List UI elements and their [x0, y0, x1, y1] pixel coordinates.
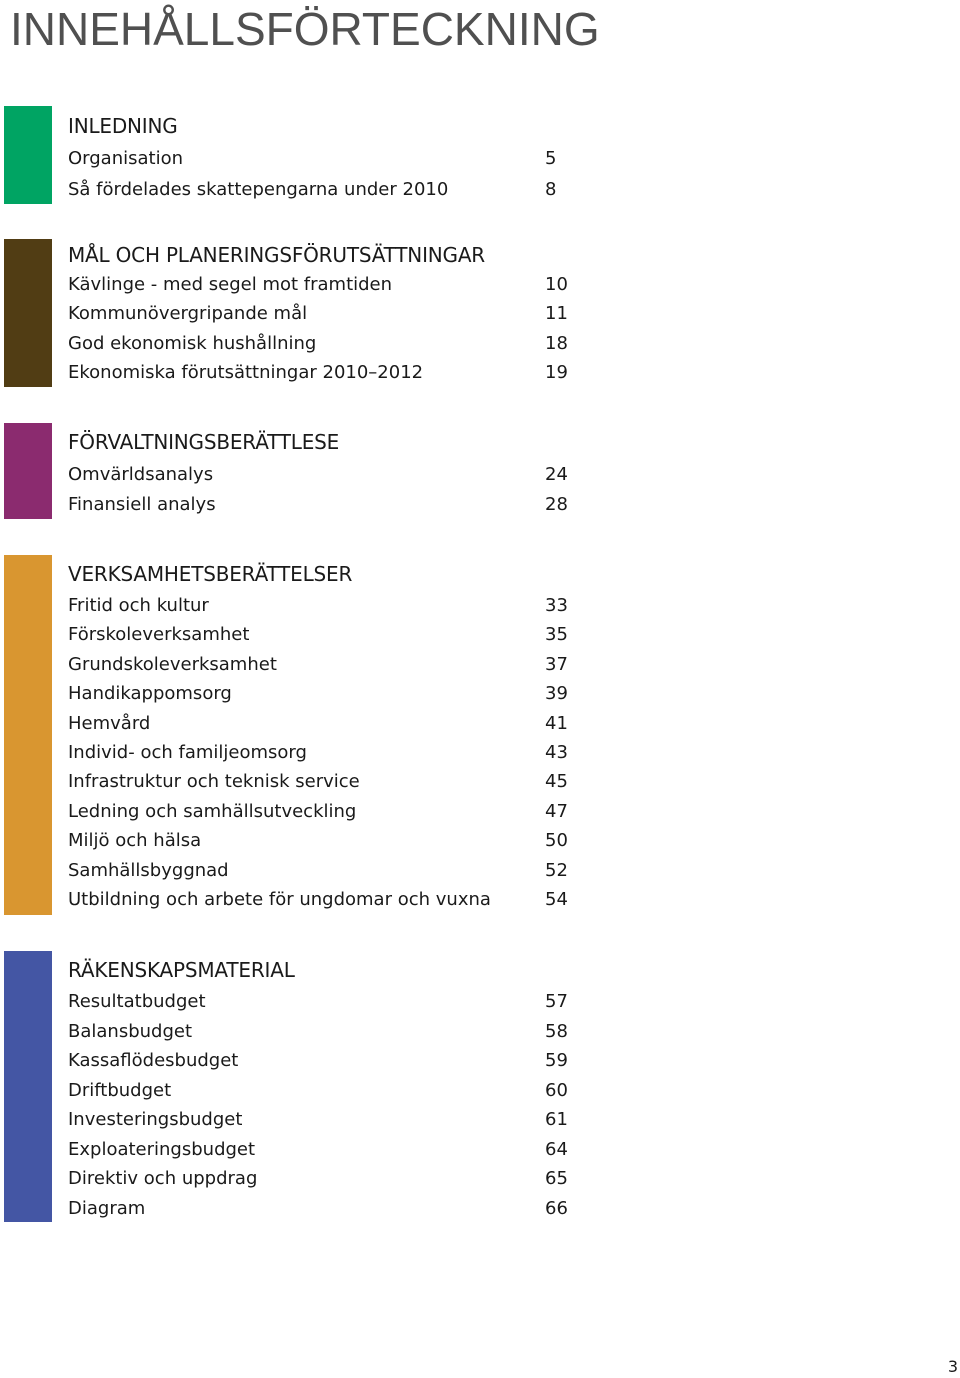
toc-entry[interactable]	[68, 494, 568, 523]
toc-entry-page: 28	[545, 493, 568, 515]
toc-entry[interactable]	[68, 464, 568, 493]
section-color-bar	[4, 423, 52, 519]
toc-entry-label: Hemvård	[68, 712, 151, 734]
toc-entry-page: 47	[545, 800, 568, 822]
toc-entry-label: Kommunövergripande mål	[68, 303, 308, 325]
toc-entry-page: 66	[545, 1197, 568, 1219]
toc-entry-label: God ekonomisk hushållning	[68, 332, 317, 354]
toc-entry-page: 58	[545, 1020, 568, 1042]
toc-entry-page: 24	[545, 464, 568, 485]
toc-entry[interactable]	[68, 595, 568, 624]
page-title: INNEHÅLLSFÖRTECKNING	[10, 3, 600, 55]
toc-entry[interactable]	[68, 362, 568, 391]
section-color-bar	[4, 555, 52, 915]
toc-entry-page: 59	[545, 1050, 568, 1071]
toc-entry-page: 19	[545, 361, 568, 383]
toc-entry[interactable]	[68, 179, 568, 208]
toc-entry-page: 61	[545, 1109, 568, 1130]
toc-entry-page: 50	[545, 830, 568, 852]
toc-entry-page: 57	[545, 991, 568, 1012]
toc-entry-page: 5	[545, 148, 557, 169]
toc-entry[interactable]	[68, 889, 568, 918]
toc-entry-label: Så fördelades skattepengarna under 2010	[68, 178, 449, 200]
toc-entry[interactable]	[68, 274, 568, 303]
toc-entry[interactable]	[68, 742, 568, 771]
toc-entry-page: 52	[545, 859, 568, 881]
toc-entry-page: 45	[545, 771, 568, 793]
toc-entry[interactable]	[68, 333, 568, 362]
section-heading: INLEDNING	[68, 114, 178, 138]
toc-entry-page: 65	[545, 1168, 568, 1189]
toc-entry-label: Ledning och samhällsutveckling	[68, 800, 357, 822]
toc-entry[interactable]	[68, 801, 568, 830]
toc-entry-label: Omvärldsanalys	[68, 464, 214, 485]
toc-entry-label: Organisation	[68, 148, 184, 169]
toc-entry-label: Fritid och kultur	[68, 595, 209, 616]
toc-entry-label: Direktiv och uppdrag	[68, 1168, 258, 1189]
section-heading: FÖRVALTNINGSBERÄTTLESE	[68, 430, 340, 454]
toc-entry[interactable]	[68, 1198, 568, 1227]
toc-entry-label: Finansiell analys	[68, 493, 216, 515]
toc-entry[interactable]	[68, 1050, 568, 1079]
toc-entry-page: 10	[545, 274, 568, 295]
toc-entry-label: Kävlinge - med segel mot framtiden	[68, 274, 393, 295]
toc-entry[interactable]	[68, 654, 568, 683]
toc-entry-page: 39	[545, 683, 568, 705]
toc-entry-page: 35	[545, 624, 568, 646]
toc-entry[interactable]	[68, 860, 568, 889]
toc-entry[interactable]	[68, 1080, 568, 1109]
toc-entry-label: Driftbudget	[68, 1079, 172, 1101]
toc-entry[interactable]	[68, 624, 568, 653]
toc-entry-page: 64	[545, 1138, 568, 1160]
toc-entry-label: Ekonomiska förutsättningar 2010–2012	[68, 361, 424, 383]
toc-entry[interactable]	[68, 830, 568, 859]
toc-entry[interactable]	[68, 303, 568, 332]
toc-entry-label: Balansbudget	[68, 1020, 193, 1042]
toc-entry-label: Individ- och familjeomsorg	[68, 742, 307, 763]
toc-entry-page: 54	[545, 889, 568, 910]
toc-entry-label: Samhällsbyggnad	[68, 859, 229, 881]
toc-entry-label: Förskoleverksamhet	[68, 624, 250, 646]
toc-entry-label: Exploateringsbudget	[68, 1138, 256, 1160]
toc-entry-page: 33	[545, 595, 568, 616]
toc-entry[interactable]	[68, 1109, 568, 1138]
toc-entry[interactable]	[68, 771, 568, 800]
toc-entry-page: 43	[545, 742, 568, 763]
toc-section	[0, 423, 960, 519]
toc-entry-label: Diagram	[68, 1197, 146, 1219]
section-color-bar	[4, 951, 52, 1222]
page-number: 3	[947, 1357, 958, 1376]
toc-entry[interactable]	[68, 1139, 568, 1168]
toc-entry[interactable]	[68, 683, 568, 712]
toc-section	[0, 239, 960, 387]
toc-entry[interactable]	[68, 991, 568, 1020]
toc-section	[0, 951, 960, 1222]
toc-entry-label: Investeringsbudget	[68, 1109, 243, 1130]
toc-entry-page: 8	[545, 178, 557, 200]
section-color-bar	[4, 239, 52, 387]
toc-entry-page: 18	[545, 332, 568, 354]
section-color-bar	[4, 106, 52, 204]
toc-entry-label: Miljö och hälsa	[68, 830, 202, 852]
section-heading: RÄKENSKAPSMATERIAL	[68, 958, 295, 982]
toc-entry-label: Resultatbudget	[68, 991, 206, 1012]
toc-entry[interactable]	[68, 148, 568, 177]
toc-entry-page: 37	[545, 653, 568, 675]
toc-entry-page: 60	[545, 1079, 568, 1101]
toc-entry-label: Grundskoleverksamhet	[68, 653, 277, 675]
toc-entry-page: 41	[545, 712, 568, 734]
section-heading: VERKSAMHETSBERÄTTELSER	[68, 562, 353, 586]
toc-entry-label: Handikappomsorg	[68, 683, 232, 705]
toc-entry[interactable]	[68, 1168, 568, 1197]
toc-entry-label: Infrastruktur och teknisk service	[68, 771, 360, 793]
toc-section	[0, 106, 960, 204]
section-heading: MÅL OCH PLANERINGSFÖRUTSÄTTNINGAR	[68, 243, 486, 267]
toc-entry-page: 11	[545, 303, 568, 325]
toc-entry[interactable]	[68, 713, 568, 742]
toc-section	[0, 555, 960, 915]
toc-entry-label: Kassaflödesbudget	[68, 1050, 239, 1071]
toc-entry[interactable]	[68, 1021, 568, 1050]
toc-entry-label: Utbildning och arbete för ungdomar och vuxna	[68, 889, 491, 910]
